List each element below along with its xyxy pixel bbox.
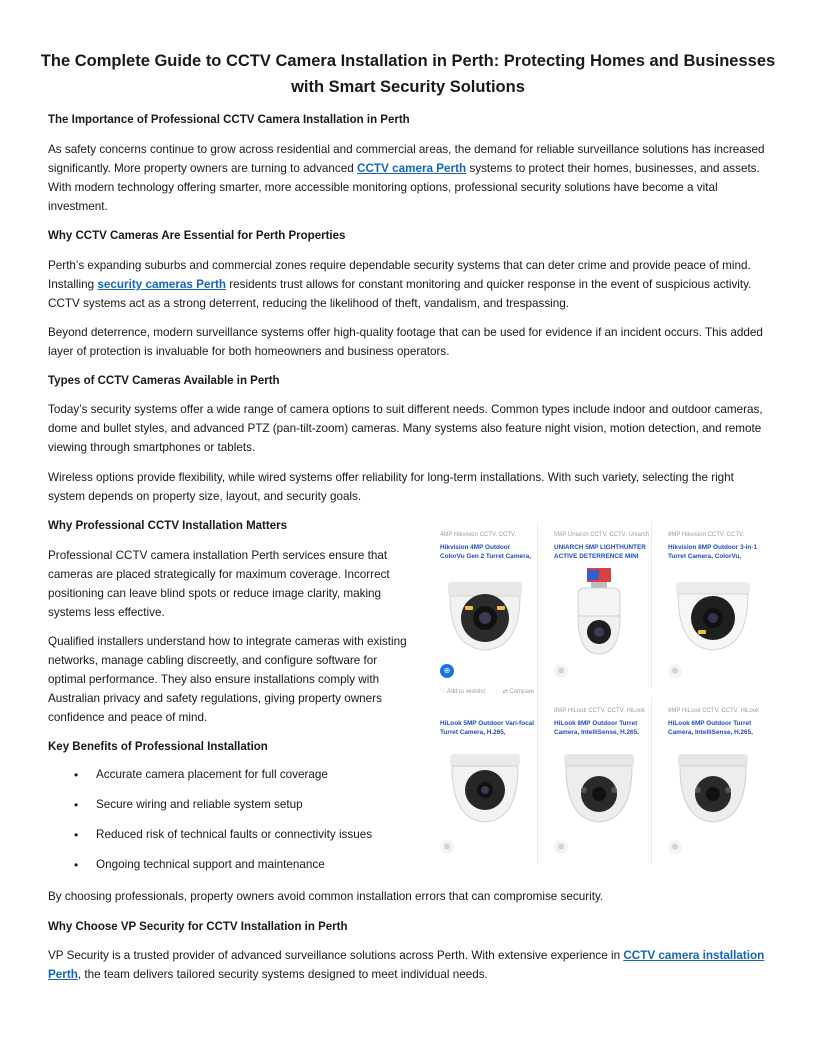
benefits-list <box>48 767 428 887</box>
cart-icon[interactable]: ⊕ <box>440 840 454 854</box>
list-item <box>48 767 428 797</box>
cart-icon[interactable]: ⊕ <box>440 664 454 678</box>
paragraph-importance <box>48 140 772 216</box>
turret-camera-icon <box>668 744 758 832</box>
heading-professional: Why Professional CCTV Installation Matters <box>48 520 287 532</box>
product-card[interactable] <box>426 698 538 864</box>
turret-camera-icon <box>668 568 758 656</box>
list-item-text: Accurate camera placement for full coverage <box>96 768 328 781</box>
product-category: 6MP HiLook CCTV, CCTV, HiLook <box>668 708 760 714</box>
product-name[interactable]: UNIARCH 5MP LIGHTHUNTER ACTIVE DETERRENCE MINI <box>554 544 646 560</box>
product-name[interactable]: Hikvision 8MP Outdoor 3-in-1 Turret Camera, ColorVu, <box>668 544 758 560</box>
list-item <box>48 827 428 857</box>
turret-camera-icon <box>554 744 644 832</box>
cart-icon[interactable]: ⊕ <box>554 664 568 678</box>
heading-importance: The Importance of Professional CCTV Camera Installation in Perth <box>48 114 410 126</box>
product-category: 8MP Hikvision CCTV, CCTV, <box>668 532 745 538</box>
text-run: systems to protect their homes, businesses, and assets. With modern technology offering smarter, more accessible monitoring options, professional security solutions have become a vital investment. <box>48 162 760 213</box>
text-run: VP Security is a trusted provider of advanced surveillance solutions across Perth. With extensive experience in <box>48 949 624 962</box>
cart-icon[interactable]: ⊕ <box>668 664 682 678</box>
heading-vp-security: Why Choose VP Security for CCTV Installation in Perth <box>48 921 348 933</box>
paragraph-types-1: Today’s security systems offer a wide range of camera options to suit different needs. Common types include indoor and outdoor cameras, dome and bullet styles, and advanced PTZ (pan-tilt-zoom) cameras. Many systems also feature night vision, motion detection, and remote viewing through smartphones or tablets. <box>48 403 763 454</box>
bullet-icon: • <box>74 858 79 872</box>
text-run: , the team delivers tailored security systems designed to meet individual needs. <box>77 968 488 981</box>
product-card[interactable] <box>540 522 652 688</box>
product-card[interactable] <box>540 698 652 864</box>
product-name[interactable]: HiLook 5MP Outdoor Vari-focal Turret Camera, H.265, <box>440 720 534 736</box>
link-security-cameras-perth[interactable]: security cameras Perth <box>97 278 227 291</box>
wishlist-link[interactable]: ♡ Add to wishlist <box>440 689 486 695</box>
heading-essential: Why CCTV Cameras Are Essential for Perth Properties <box>48 230 346 242</box>
text-run: Perth’s expanding suburbs and commercial zones require dependable security systems that can deter crime and provide peace of mind. Installing <box>48 259 751 291</box>
paragraph-benefits-closing: By choosing professionals, property owners avoid common installation errors that can compromise security. <box>48 890 604 903</box>
product-name[interactable]: HiLook 6MP Outdoor Turret Camera, IntelliSense, H.265, <box>668 720 753 736</box>
turret-camera-icon <box>440 744 530 832</box>
bullet-icon: • <box>74 768 79 782</box>
turret-camera-icon <box>440 568 530 656</box>
link-cctv-camera-installation-perth[interactable]: CCTV camera installation Perth <box>48 949 765 981</box>
text-run: As safety concerns continue to grow across residential and commercial areas, the demand for reliable surveillance solutions has increased significantly. More property owners are turning to advanced <box>48 143 765 175</box>
wishlist-label: Add to wishlist <box>446 689 486 695</box>
text-run: residents trust allows for constant monitoring and quicker response in the event of suspicious activity. CCTV systems act as a strong deterrent, reducing the likelihood of theft, vandalism, and trespassing. <box>48 278 752 310</box>
heading-types: Types of CCTV Cameras Available in Perth <box>48 375 280 387</box>
list-item <box>48 797 428 827</box>
list-item <box>48 857 428 887</box>
compare-link[interactable]: ⇄ Compare <box>502 689 535 695</box>
product-name[interactable]: Hikvision 4MP Outdoor ColorVu Gen 2 Turret Camera, <box>440 544 531 560</box>
list-item-text: Ongoing technical support and maintenance <box>96 858 325 871</box>
product-category: 5MP Uniarch CCTV, CCTV, Uniarch <box>554 532 650 538</box>
cart-icon[interactable]: ⊕ <box>554 840 568 854</box>
bullet-icon: • <box>74 828 79 842</box>
product-card[interactable] <box>426 522 538 704</box>
product-card[interactable] <box>654 698 766 864</box>
product-name[interactable]: HiLook 8MP Outdoor Turret Camera, IntelliSense, H.265, <box>554 720 639 736</box>
product-grid-image <box>426 522 770 852</box>
paragraph-professional-2: Qualified installers understand how to integrate cameras with existing networks, manage cabling discreetly, and configure software for optimal performance. They also ensure installations comply with Australian privacy and safety regulations, giving property owners confidence and peace of mind. <box>48 635 407 724</box>
page-title: The Complete Guide to CCTV Camera Installation in Perth: Protecting Homes and Businesses with Smart Security Solutions <box>40 52 776 96</box>
cart-icon[interactable]: ⊕ <box>668 840 682 854</box>
list-item-text: Reduced risk of technical faults or connectivity issues <box>96 828 373 841</box>
paragraph-essential-2: Beyond deterrence, modern surveillance systems offer high-quality footage that can be used for evidence if an incident occurs. This added layer of protection is invaluable for both homeowners and business operators. <box>48 326 763 358</box>
paragraph-essential-1 <box>48 256 772 313</box>
link-cctv-camera-perth[interactable]: CCTV camera Perth <box>357 162 467 175</box>
paragraph-vp-security <box>48 946 772 984</box>
paragraph-types-2: Wireless options provide flexibility, while wired systems offer reliability for long-term installations. With such variety, selecting the right system depends on property size, layout, and security goals. <box>48 471 734 503</box>
product-actions <box>440 688 550 695</box>
product-card[interactable] <box>654 522 766 688</box>
product-category: 8MP HiLook CCTV, CCTV, HiLook <box>554 708 646 714</box>
bullet-icon: • <box>74 798 79 812</box>
ptz-camera-icon <box>554 568 644 656</box>
heading-benefits: Key Benefits of Professional Installation <box>48 741 268 753</box>
paragraph-professional-1: Professional CCTV camera installation Perth services ensure that cameras are placed strategically for maximum coverage. Incorrect positioning can leave blind spots or reduce image clarity, making systems less effective. <box>48 549 390 619</box>
compare-label: Compare <box>509 689 535 695</box>
product-category: 4MP Hikvision CCTV, CCTV, <box>440 532 517 538</box>
list-item-text: Secure wiring and reliable system setup <box>96 798 303 811</box>
